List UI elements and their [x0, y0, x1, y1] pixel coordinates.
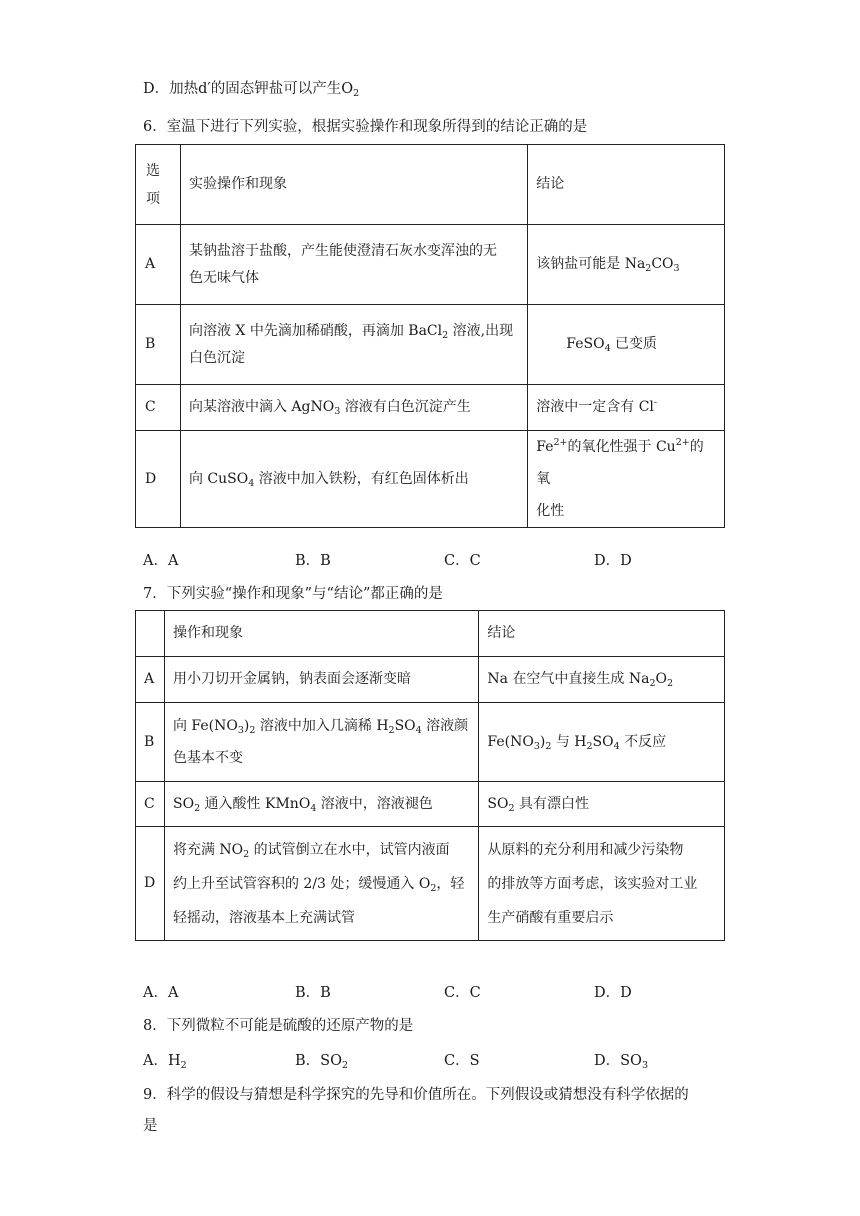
- row-operation: 向 $Fe(NO_3)_2$ 溶液中加入几滴稀 $H_2SO_4$ 溶液颜 色基本不变: [164, 703, 478, 782]
- row-operation: $SO_2$ 通入酸性 KMnO$_4$ 溶液中，溶液褪色: [164, 782, 478, 827]
- q8-choice-d[interactable]: D．$SO_3$: [594, 1053, 648, 1071]
- q7-choice-c[interactable]: C．C: [444, 985, 481, 1001]
- row-operation: 向溶液 X 中先滴加稀硝酸，再滴加 BaCl$_2$ 溶液,出现 白色沉淀: [180, 305, 527, 385]
- table-row: [136, 385, 725, 431]
- table-row: [136, 782, 725, 827]
- q7-choice-b[interactable]: B．B: [295, 985, 331, 1001]
- row-operation: 将充满 $NO_2$ 的试管倒立在水中，试管内液面 约上升至试管容积的 2/3 处；缓慢通入 $O_2$，轻 轻摇动，溶液基本上充满试管: [164, 827, 478, 941]
- q6-stem: 6．室温下进行下列实验，根据实验操作和现象所得到的结论正确的是: [143, 119, 588, 135]
- row-key: A: [136, 657, 165, 703]
- row-key: B: [136, 305, 181, 385]
- row-operation: 某钠盐溶于盐酸，产生能使澄清石灰水变浑浊的无 色无味气体: [180, 225, 527, 305]
- q7-stem: 7．下列实验“操作和现象”与“结论”都正确的是: [143, 586, 443, 602]
- table-row: [136, 827, 725, 941]
- header-operation: 实验操作和现象: [180, 145, 527, 225]
- q6-choice-d[interactable]: D．D: [594, 553, 632, 569]
- header-conclusion: 结论: [479, 611, 725, 657]
- q6-choice-b[interactable]: B．B: [295, 553, 331, 569]
- table-row: [136, 431, 725, 528]
- q8-choice-c[interactable]: C．S: [444, 1053, 480, 1069]
- table-header-row: [136, 145, 725, 225]
- q6-choice-c[interactable]: C．C: [444, 553, 481, 569]
- q6-table: [135, 144, 725, 528]
- row-key: A: [136, 225, 181, 305]
- row-conclusion: 从原料的充分利用和减少污染物 的排放等方面考虑，该实验对工业 生产硝酸有重要启示: [479, 827, 725, 941]
- table-header-row: [136, 611, 725, 657]
- q9-stem-line2: 是: [143, 1118, 158, 1134]
- q5-option-d: D．加热d′的固态钾盐可以产生$O_2$: [143, 81, 360, 99]
- header-key: 选项: [136, 145, 181, 225]
- row-conclusion: $Fe^{2+}$的氧化性强于 $Cu^{2+}$的氧 化性: [528, 431, 725, 528]
- table-row: [136, 703, 725, 782]
- header-operation: 操作和现象: [164, 611, 478, 657]
- q7-choice-d[interactable]: D．D: [594, 985, 632, 1001]
- row-conclusion: 该钠盐可能是 $Na_2CO_3$: [528, 225, 725, 305]
- q8-choice-a[interactable]: A．$H_2$: [143, 1053, 187, 1071]
- row-conclusion: Na 在空气中直接生成 $Na_2O_2$: [479, 657, 725, 703]
- table-row: [136, 225, 725, 305]
- table-row: [136, 657, 725, 703]
- row-key: C: [136, 782, 165, 827]
- q8-stem: 8．下列微粒不可能是硫酸的还原产物的是: [143, 1018, 414, 1034]
- row-operation: 向 CuSO$_4$ 溶液中加入铁粉，有红色固体析出: [180, 431, 527, 528]
- row-key: D: [136, 431, 181, 528]
- table-row: [136, 305, 725, 385]
- row-conclusion: $SO_2$ 具有漂白性: [479, 782, 725, 827]
- header-conclusion: 结论: [528, 145, 725, 225]
- row-conclusion: FeSO$_4$ 已变质: [528, 305, 725, 385]
- row-conclusion: 溶液中一定含有 Cl-: [528, 385, 725, 431]
- row-operation: 向某溶液中滴入 AgNO$_3$ 溶液有白色沉淀产生: [180, 385, 527, 431]
- q6-choice-a[interactable]: A．A: [143, 553, 179, 569]
- row-key: C: [136, 385, 181, 431]
- q7-table: [135, 610, 725, 941]
- q7-choice-a[interactable]: A．A: [143, 985, 179, 1001]
- q9-stem-line1: 9．科学的假设与猜想是科学探究的先导和价值所在。下列假设或猜想没有科学依据的: [143, 1087, 689, 1103]
- header-key: [136, 611, 165, 657]
- row-key: D: [136, 827, 165, 941]
- row-key: B: [136, 703, 165, 782]
- row-conclusion: $Fe(NO_3)_2$ 与 $H_2SO_4$ 不反应: [479, 703, 725, 782]
- row-operation: 用小刀切开金属钠，钠表面会逐渐变暗: [164, 657, 478, 703]
- q8-choice-b[interactable]: B．$SO_2$: [295, 1053, 349, 1071]
